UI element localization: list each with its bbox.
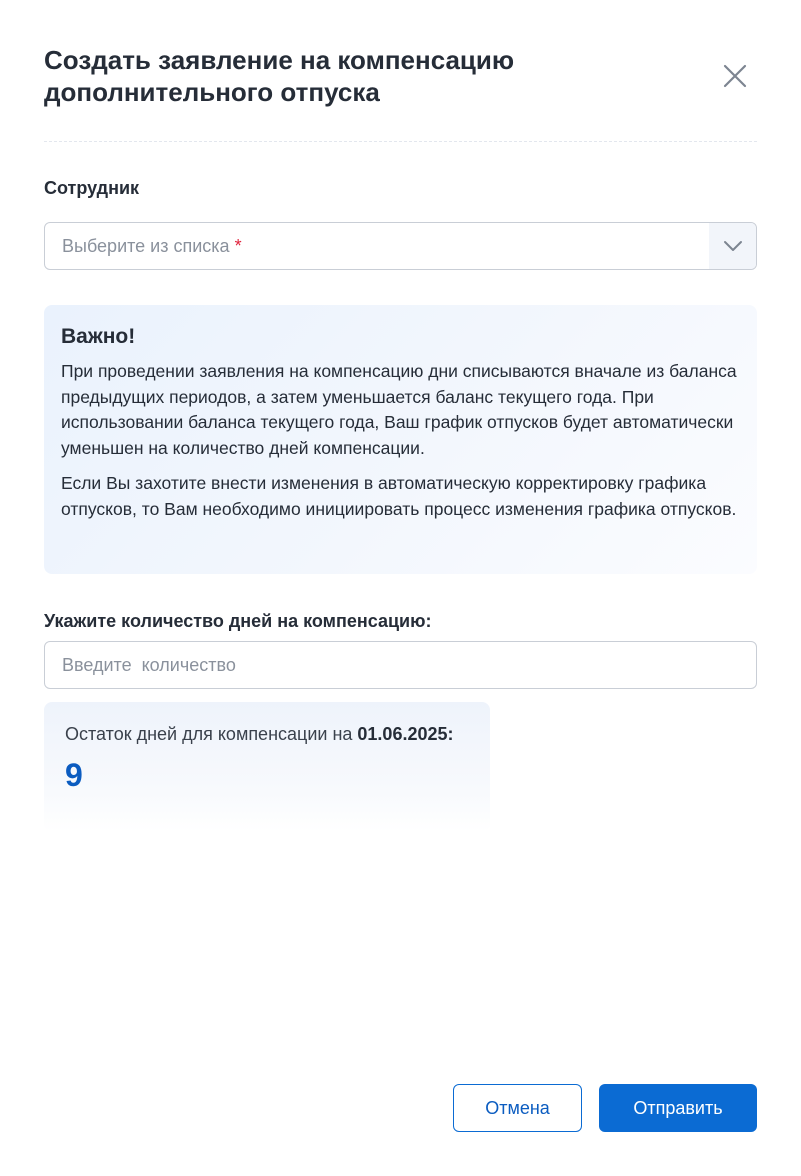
balance-card — [44, 702, 490, 832]
submit-button[interactable]: Отправить — [599, 1084, 757, 1132]
important-notice — [44, 305, 757, 574]
modal-header — [44, 44, 757, 142]
notice-paragraph-1: При проведении заявления на компенсацию дни списываются вначале из баланса предыдущих периодов, а затем уменьшается баланс текущего года. При использовании баланса текущего года, Ваш график отпусков будет автоматически уменьшен на количество дней компенсации. — [61, 361, 737, 458]
balance-value: 9 — [65, 757, 83, 793]
required-mark: * — [234, 235, 242, 256]
header-divider — [44, 141, 757, 142]
employee-select[interactable] — [44, 222, 757, 270]
cancel-button[interactable]: Отмена — [453, 1084, 582, 1132]
chevron-down-icon — [723, 240, 743, 252]
days-label: Укажите количество дней на компенсацию: — [44, 611, 432, 631]
days-input[interactable] — [44, 641, 757, 689]
notice-paragraph-2: Если Вы захотите внести изменения в автоматическую корректировку графика отпусков, то Вам необходимо инициировать процесс изменения графика отпусков. — [61, 473, 737, 519]
balance-caption: Остаток дней для компенсации на 01.06.2025: — [65, 724, 454, 744]
close-icon — [721, 62, 749, 90]
dropdown-toggle[interactable] — [709, 223, 756, 269]
notice-title: Важно! — [61, 325, 136, 348]
employee-label: Сотрудник — [44, 178, 140, 198]
close-button[interactable] — [721, 62, 749, 90]
modal-title: Создать заявление на компенсацию дополнительного отпуска — [44, 45, 515, 107]
balance-date: 01.06.2025: — [357, 724, 454, 744]
employee-select-placeholder: Выберите из списка * — [62, 235, 242, 256]
